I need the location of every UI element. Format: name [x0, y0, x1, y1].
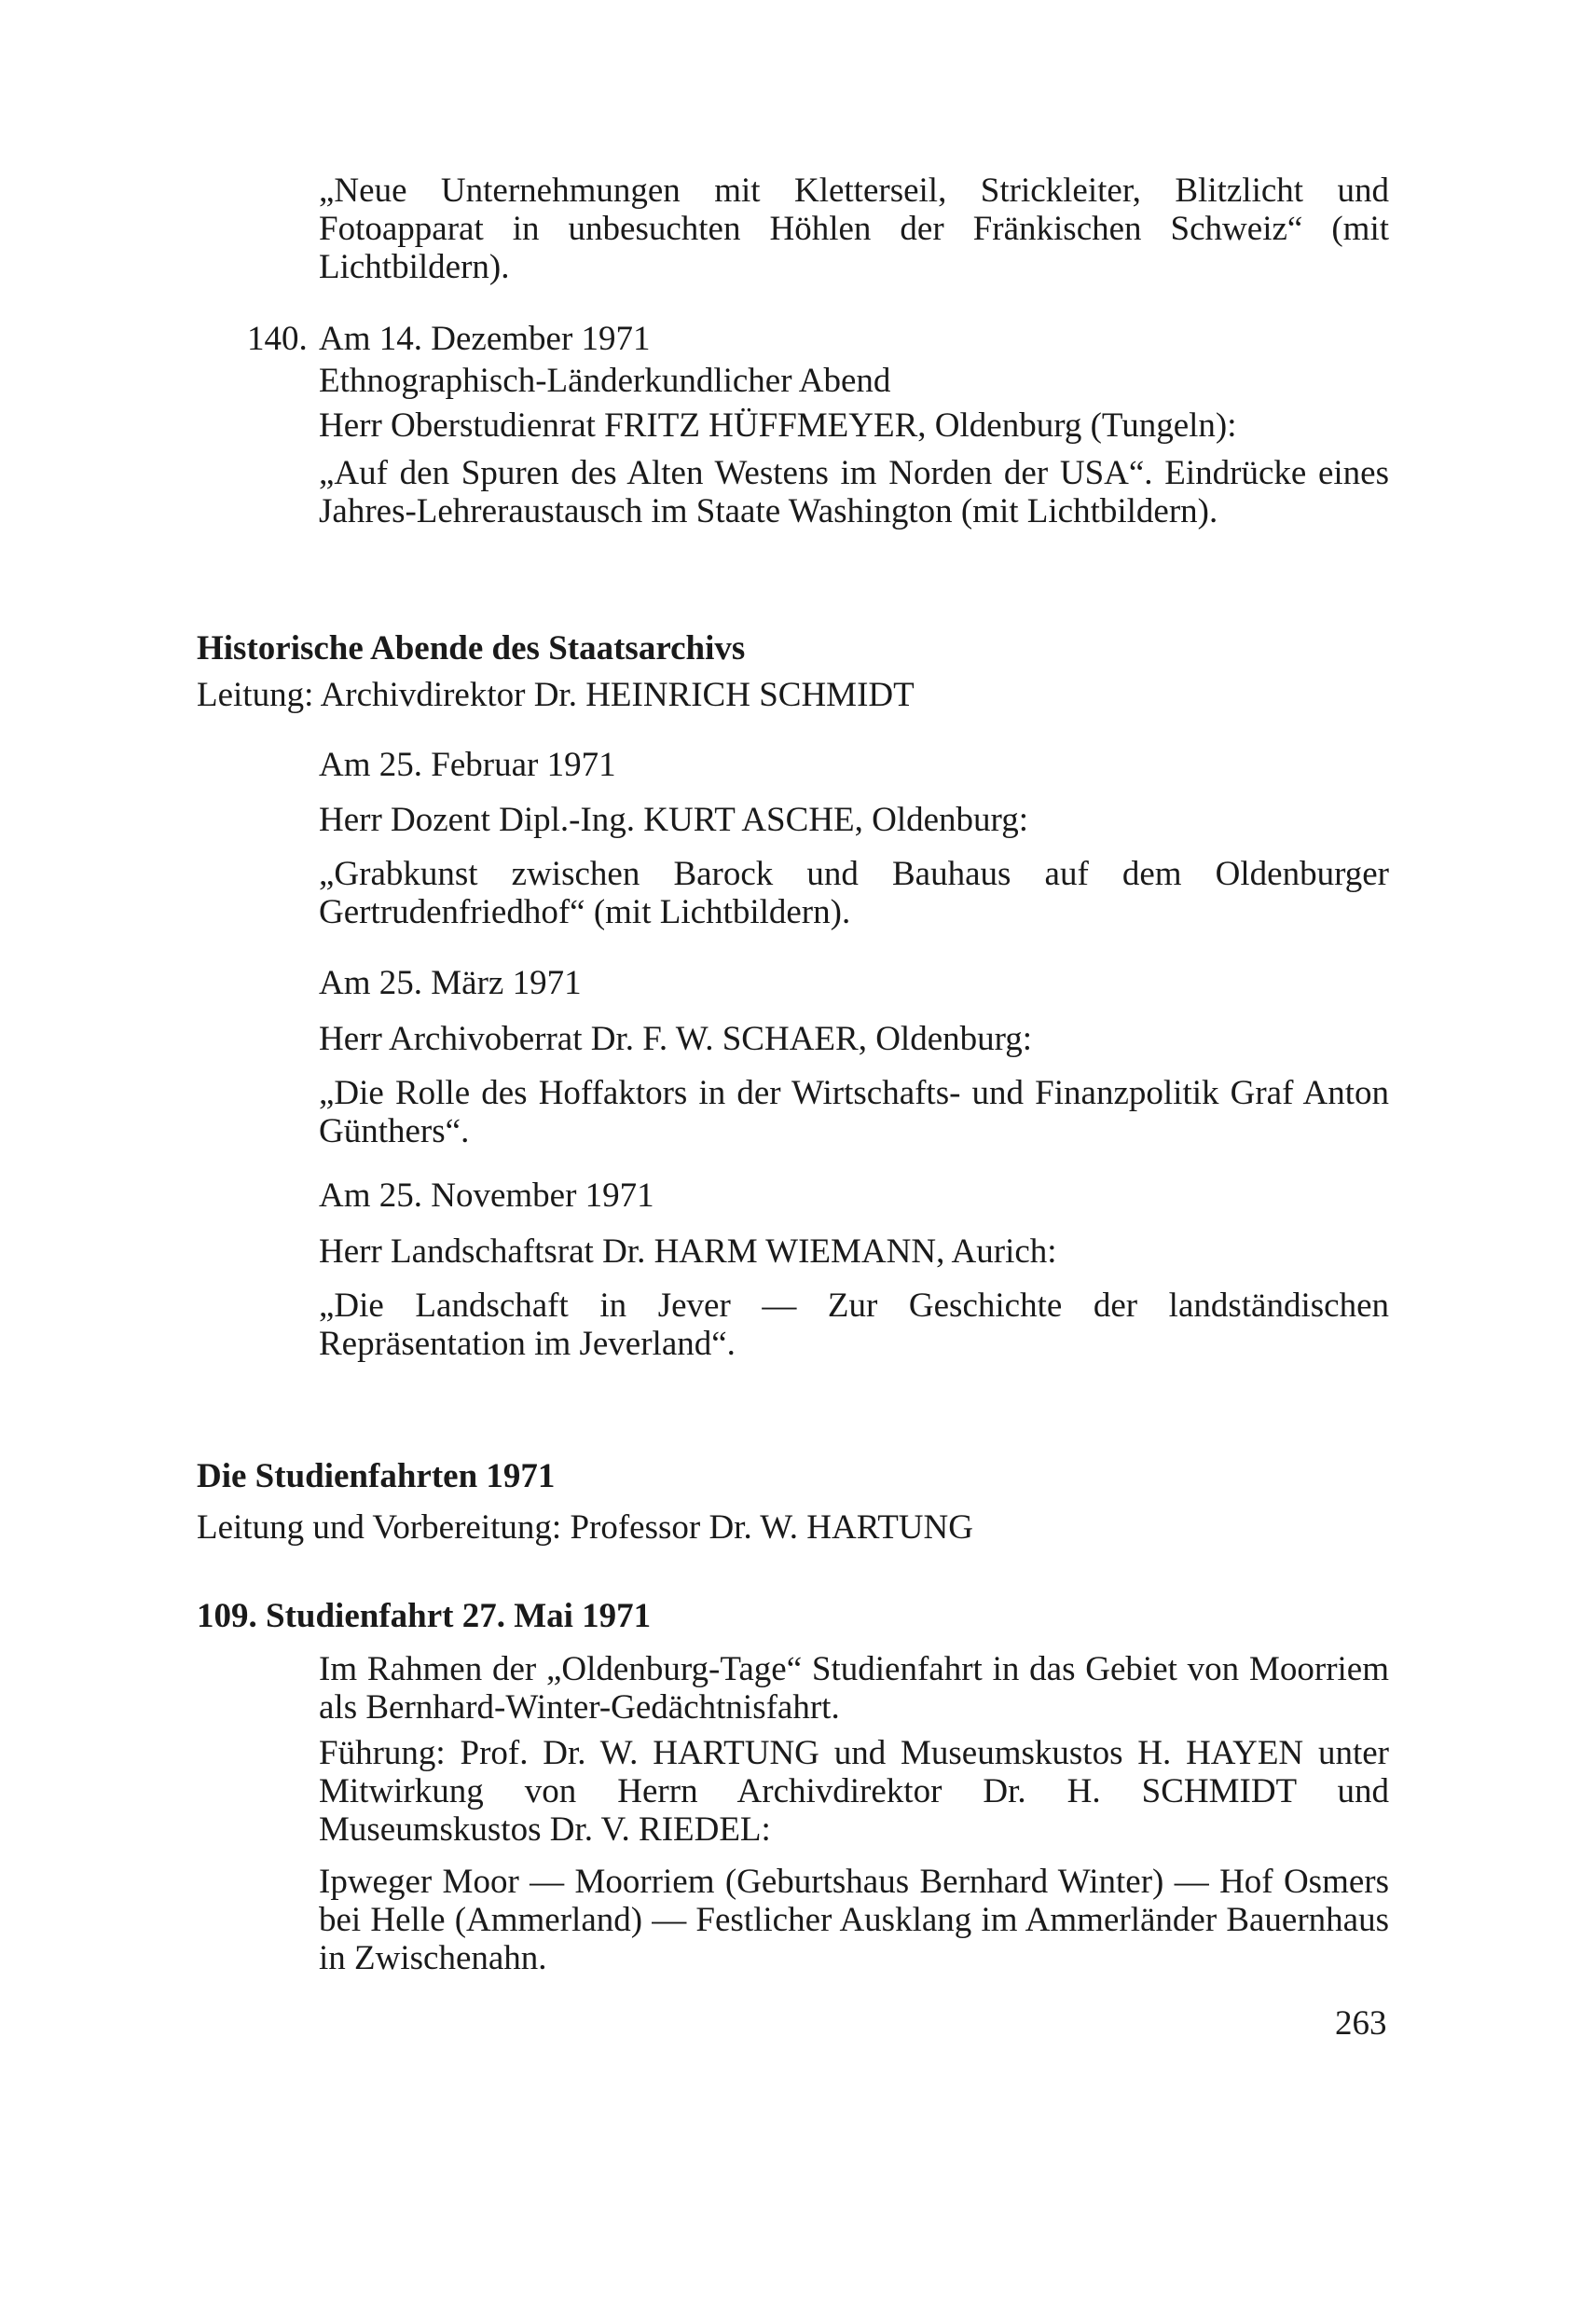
event-2-date: Am 25. März 1971	[319, 964, 582, 1002]
entry-140-speaker: Herr Oberstudienrat FRITZ HÜFFMEYER, Oldenburg (Tungeln):	[319, 406, 1237, 445]
fahrt-109-route: Ipweger Moor — Moorriem (Geburtshaus Bernhard Winter) — Hof Osmers bei Helle (Ammerland) — Festlicher Ausklang im Ammerländer Bauernhaus in Zwischenahn.	[319, 1863, 1389, 1977]
intro-paragraph: „Neue Unternehmungen mit Kletterseil, Strickleiter, Blitzlicht und Fotoapparat in unbesuchten Höhlen der Fränkischen Schweiz“ (mit Lichtbildern).	[319, 172, 1389, 286]
event-3-speaker: Herr Landschaftsrat Dr. HARM WIEMANN, Aurich:	[319, 1232, 1057, 1271]
event-2-title: „Die Rolle des Hoffaktors in der Wirtschafts- und Finanzpolitik Graf Anton Günthers“.	[319, 1074, 1389, 1150]
fahrt-109-fuehrung: Führung: Prof. Dr. W. HARTUNG und Museumskustos H. HAYEN unter Mitwirkung von Herrn Archivdirektor Dr. H. SCHMIDT und Museumskustos Dr. V. RIEDEL:	[319, 1734, 1389, 1849]
entry-140-type: Ethnographisch-Länderkundlicher Abend	[319, 362, 891, 400]
event-2-speaker: Herr Archivoberrat Dr. F. W. SCHAER, Oldenburg:	[319, 1020, 1033, 1058]
event-1-date: Am 25. Februar 1971	[319, 746, 616, 784]
entry-140-number: 140.	[247, 320, 308, 358]
fahrt-109-heading: 109. Studienfahrt 27. Mai 1971	[197, 1597, 652, 1635]
page-number: 263	[1335, 2004, 1387, 2043]
section-heading-studienfahrten: Die Studienfahrten 1971	[197, 1457, 556, 1495]
entry-140-title: „Auf den Spuren des Alten Westens im Norden der USA“. Eindrücke eines Jahres-Lehreraustausch im Staate Washington (mit Lichtbildern).	[319, 454, 1389, 530]
event-3-date: Am 25. November 1971	[319, 1177, 654, 1215]
historische-leitung: Leitung: Archivdirektor Dr. HEINRICH SCHMIDT	[197, 676, 915, 714]
event-1-title: „Grabkunst zwischen Barock und Bauhaus auf dem Oldenburger Gertrudenfriedhof“ (mit Lichtbildern).	[319, 855, 1389, 931]
studienfahrten-leitung: Leitung und Vorbereitung: Professor Dr. W. HARTUNG	[197, 1508, 973, 1547]
section-heading-historische: Historische Abende des Staatsarchivs	[197, 629, 746, 667]
fahrt-109-description: Im Rahmen der „Oldenburg-Tage“ Studienfahrt in das Gebiet von Moorriem als Bernhard-Winter-Gedächtnisfahrt.	[319, 1650, 1389, 1727]
entry-140-date: Am 14. Dezember 1971	[319, 320, 651, 358]
event-3-title: „Die Landschaft in Jever — Zur Geschichte der landständischen Repräsentation im Jeverland“.	[319, 1287, 1389, 1363]
event-1-speaker: Herr Dozent Dipl.-Ing. KURT ASCHE, Oldenburg:	[319, 801, 1028, 839]
